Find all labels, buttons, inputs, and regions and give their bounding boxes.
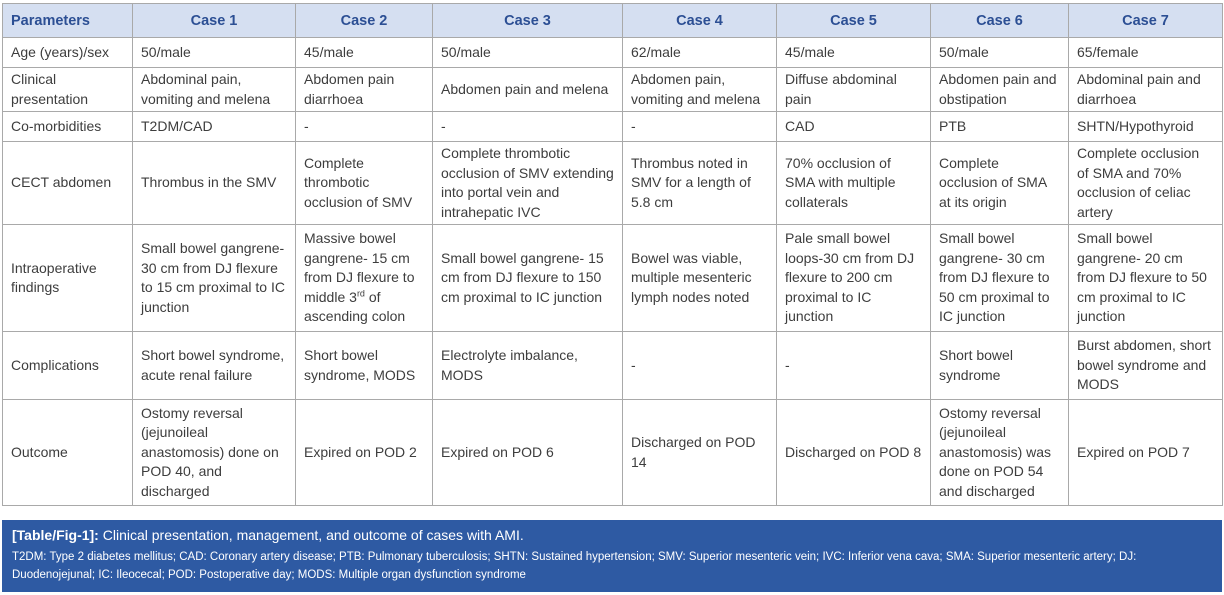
table-cell: Discharged on POD 8	[777, 400, 931, 506]
row-label: Intraoperative findings	[3, 225, 133, 332]
table-row	[3, 142, 1223, 225]
table-cell: Small bowel gangrene- 15 cm from DJ flexure to 150 cm proximal to IC junction	[433, 225, 623, 332]
header-case-3: Case 3	[433, 4, 623, 38]
table-cell: Diffuse abdominal pain	[777, 68, 931, 112]
table-cell: Small bowel gangrene- 30 cm from DJ flexure to 50 cm proximal to IC junction	[931, 225, 1069, 332]
table-cell: Small bowel gangrene- 30 cm from DJ flexure to 15 cm proximal to IC junction	[133, 225, 296, 332]
row-label: Age (years)/sex	[3, 38, 133, 68]
header-row	[3, 4, 1223, 38]
table-cell: Abdomen pain, vomiting and melena	[623, 68, 777, 112]
table-cell: 45/male	[296, 38, 433, 68]
header-case-2: Case 2	[296, 4, 433, 38]
caption-title	[12, 526, 1212, 544]
table-cell: PTB	[931, 112, 1069, 142]
table-body	[3, 38, 1223, 506]
table-cell: Burst abdomen, short bowel syndrome and MODS	[1069, 332, 1223, 400]
table-cell: CAD	[777, 112, 931, 142]
table-row	[3, 68, 1223, 112]
table-cell: 50/male	[433, 38, 623, 68]
table-cell: -	[296, 112, 433, 142]
header-case-1: Case 1	[133, 4, 296, 38]
table-cell: Bowel was viable, multiple mesenteric lymph nodes noted	[623, 225, 777, 332]
table-cell: Complete occlusion of SMA and 70% occlusion of celiac artery	[1069, 142, 1223, 225]
table-cell: Massive bowel gangrene- 15 cm from DJ flexure to middle 3rd of ascending colon	[296, 225, 433, 332]
table-cell: Expired on POD 7	[1069, 400, 1223, 506]
row-label: Outcome	[3, 400, 133, 506]
table-cell: Complete occlusion of SMA at its origin	[931, 142, 1069, 225]
table-cell: Thrombus noted in SMV for a length of 5.8 cm	[623, 142, 777, 225]
table-cell: -	[623, 112, 777, 142]
table-cell: Abdomen pain diarrhoea	[296, 68, 433, 112]
table-cell: -	[433, 112, 623, 142]
row-label: Co-morbidities	[3, 112, 133, 142]
table-cell: Thrombus in the SMV	[133, 142, 296, 225]
table-row	[3, 400, 1223, 506]
header-case-4: Case 4	[623, 4, 777, 38]
table-cell: Abdomen pain and obstipation	[931, 68, 1069, 112]
table-cell: Small bowel gangrene- 20 cm from DJ flexure to 50 cm proximal to IC junction	[1069, 225, 1223, 332]
table-cell: 50/male	[931, 38, 1069, 68]
table-cell: SHTN/Hypothyroid	[1069, 112, 1223, 142]
header-parameters: Parameters	[3, 4, 133, 38]
table-cell: Short bowel syndrome	[931, 332, 1069, 400]
table-cell: Discharged on POD 14	[623, 400, 777, 506]
table-cell: Complete thrombotic occlusion of SMV extending into portal vein and intrahepatic IVC	[433, 142, 623, 225]
table-cell: Complete thrombotic occlusion of SMV	[296, 142, 433, 225]
table-row	[3, 225, 1223, 332]
clinical-table	[2, 3, 1223, 506]
caption-text: Clinical presentation, management, and outcome of cases with AMI.	[98, 527, 524, 543]
table-row	[3, 38, 1223, 68]
table-cell: Ostomy reversal (jejunoileal anastomosis) done on POD 40, and discharged	[133, 400, 296, 506]
table-cell: Expired on POD 2	[296, 400, 433, 506]
table-caption	[2, 520, 1222, 592]
row-label: Complications	[3, 332, 133, 400]
header-case-7: Case 7	[1069, 4, 1223, 38]
table-cell: Expired on POD 6	[433, 400, 623, 506]
table-cell: 50/male	[133, 38, 296, 68]
table-cell: Pale small bowel loops-30 cm from DJ flexure to 200 cm proximal to IC junction	[777, 225, 931, 332]
table-cell: Short bowel syndrome, MODS	[296, 332, 433, 400]
clinical-table-container	[2, 3, 1222, 506]
table-cell: T2DM/CAD	[133, 112, 296, 142]
table-cell: -	[623, 332, 777, 400]
table-cell: 62/male	[623, 38, 777, 68]
header-case-5: Case 5	[777, 4, 931, 38]
caption-label: [Table/Fig-1]:	[12, 527, 99, 543]
table-cell: Short bowel syndrome, acute renal failure	[133, 332, 296, 400]
table-cell: 65/female	[1069, 38, 1223, 68]
table-cell: Abdominal pain, vomiting and melena	[133, 68, 296, 112]
row-label: Clinical presentation	[3, 68, 133, 112]
table-cell: Abdominal pain and diarrhoea	[1069, 68, 1223, 112]
table-cell: -	[777, 332, 931, 400]
table-cell: Electrolyte imbalance, MODS	[433, 332, 623, 400]
table-row	[3, 332, 1223, 400]
table-cell: 45/male	[777, 38, 931, 68]
row-label: CECT abdomen	[3, 142, 133, 225]
table-cell: Ostomy reversal (jejunoileal anastomosis) was done on POD 54 and discharged	[931, 400, 1069, 506]
table-cell: 70% occlusion of SMA with multiple collaterals	[777, 142, 931, 225]
table-cell: Abdomen pain and melena	[433, 68, 623, 112]
header-case-6: Case 6	[931, 4, 1069, 38]
caption-abbreviations: T2DM: Type 2 diabetes mellitus; CAD: Coronary artery disease; PTB: Pulmonary tuberculosis; SHTN: Sustained hypertension; SMV: Superior mesenteric vein; IVC: Inferior vena cava; SMA: Superior mesenteric artery; DJ: Duodenojejunal; IC: Ileocecal; POD: Postoperative day; MODS: Multiple organ dysfunction syndrome	[12, 551, 1137, 581]
table-row	[3, 112, 1223, 142]
